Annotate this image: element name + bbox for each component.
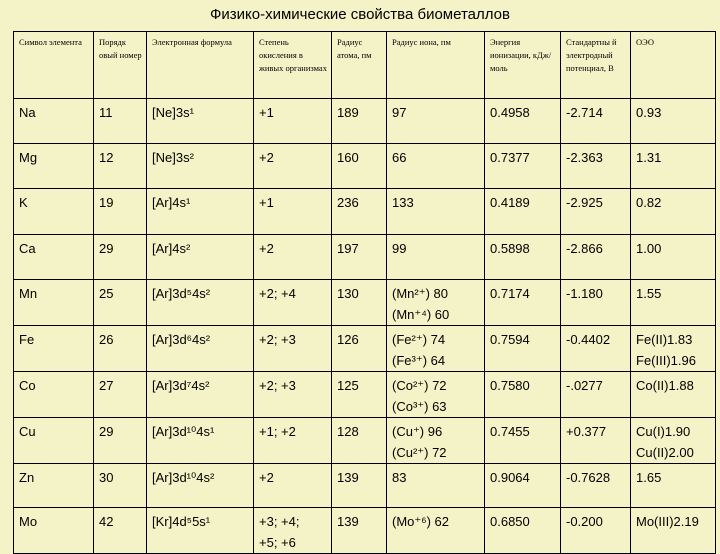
cell-potential: -2.925	[561, 189, 631, 235]
cell-config: [Ar]3d¹⁰4s²	[147, 464, 254, 508]
cell-ion-radius: 97	[387, 99, 485, 144]
cell-atomic-radius: 189	[332, 99, 387, 144]
cell-atomic-radius: 139	[332, 464, 387, 508]
properties-table	[13, 31, 716, 554]
cell-potential: -0.7628	[561, 464, 631, 508]
cell-oxidation: +2	[254, 464, 332, 508]
cell-ionization: 0.4189	[485, 189, 561, 235]
cell-potential: -2.866	[561, 235, 631, 280]
cell-oxidation: +1	[254, 189, 332, 235]
cell-ionization: 0.4958	[485, 99, 561, 144]
cell-ion-radius: (Mo⁺⁶) 62	[387, 508, 485, 554]
cell-symbol: Ca	[14, 235, 94, 280]
cell-atomic-radius: 128	[332, 418, 387, 464]
cell-config: [Ar]3d⁷4s²	[147, 372, 254, 418]
cell-number: 12	[94, 144, 147, 189]
cell-number: 29	[94, 418, 147, 464]
cell-config: [Kr]4d⁵5s¹	[147, 508, 254, 554]
cell-number: 19	[94, 189, 147, 235]
cell-config: [Ar]3d⁵4s²	[147, 280, 254, 326]
cell-oxidation: +1; +2	[254, 418, 332, 464]
table-row	[14, 189, 716, 235]
cell-symbol: Mo	[14, 508, 94, 554]
cell-atomic-radius: 125	[332, 372, 387, 418]
cell-symbol: Fe	[14, 326, 94, 372]
cell-atomic-radius: 126	[332, 326, 387, 372]
cell-number: 25	[94, 280, 147, 326]
cell-oxidation: +2; +3	[254, 372, 332, 418]
cell-potential: -1.180	[561, 280, 631, 326]
cell-oxidation: +2	[254, 144, 332, 189]
cell-config: [Ar]3d⁶4s²	[147, 326, 254, 372]
cell-eo: Mo(III)2.19	[631, 508, 716, 554]
cell-ionization: 0.7594	[485, 326, 561, 372]
table-row	[14, 99, 716, 144]
cell-config: [Ar]4s²	[147, 235, 254, 280]
cell-config: [Ar]3d¹⁰4s¹	[147, 418, 254, 464]
cell-eo: 0.93	[631, 99, 716, 144]
table-row	[14, 144, 716, 189]
header-ionization: Энергия ионизации, кДж/моль	[485, 32, 561, 99]
cell-symbol: Co	[14, 372, 94, 418]
cell-eo: 1.31	[631, 144, 716, 189]
cell-config: [Ne]3s²	[147, 144, 254, 189]
cell-eo: 1.55	[631, 280, 716, 326]
table-row	[14, 418, 716, 464]
cell-ion-radius: 66	[387, 144, 485, 189]
table-row	[14, 326, 716, 372]
cell-ion-radius: (Mn²⁺) 80 (Mn⁺⁴) 60	[387, 280, 485, 326]
header-ion-radius: Радиус иона, пм	[387, 32, 485, 99]
table-row	[14, 372, 716, 418]
cell-ionization: 0.7377	[485, 144, 561, 189]
header-row	[14, 32, 716, 99]
cell-oxidation: +2; +4	[254, 280, 332, 326]
cell-oxidation: +2	[254, 235, 332, 280]
cell-potential: -0.200	[561, 508, 631, 554]
cell-ion-radius: 133	[387, 189, 485, 235]
cell-ion-radius: (Fe²⁺) 74 (Fe³⁺) 64	[387, 326, 485, 372]
cell-atomic-radius: 139	[332, 508, 387, 554]
cell-atomic-radius: 130	[332, 280, 387, 326]
cell-ion-radius: (Co²⁺) 72 (Co³⁺) 63	[387, 372, 485, 418]
cell-ionization: 0.9064	[485, 464, 561, 508]
cell-ionization: 0.7455	[485, 418, 561, 464]
cell-eo: 0.82	[631, 189, 716, 235]
header-eo: ОЭО	[631, 32, 716, 99]
cell-number: 29	[94, 235, 147, 280]
cell-symbol: Cu	[14, 418, 94, 464]
cell-atomic-radius: 160	[332, 144, 387, 189]
header-config: Электронная формула	[147, 32, 254, 99]
table-row	[14, 280, 716, 326]
table-row	[14, 508, 716, 554]
cell-ion-radius: 83	[387, 464, 485, 508]
table-row	[14, 235, 716, 280]
cell-oxidation: +1	[254, 99, 332, 144]
cell-config: [Ne]3s¹	[147, 99, 254, 144]
cell-eo: 1.65	[631, 464, 716, 508]
cell-ionization: 0.7174	[485, 280, 561, 326]
cell-symbol: Mg	[14, 144, 94, 189]
cell-symbol: Zn	[14, 464, 94, 508]
cell-ionization: 0.6850	[485, 508, 561, 554]
header-symbol: Символ элемента	[14, 32, 94, 99]
cell-oxidation: +2; +3	[254, 326, 332, 372]
header-number: Порядк овый номер	[94, 32, 147, 99]
header-atomic-radius: Радиус атома, пм	[332, 32, 387, 99]
cell-potential: -0.4402	[561, 326, 631, 372]
cell-number: 26	[94, 326, 147, 372]
table-row	[14, 464, 716, 508]
cell-symbol: K	[14, 189, 94, 235]
cell-number: 30	[94, 464, 147, 508]
cell-eo: Fe(II)1.83 Fe(III)1.96	[631, 326, 716, 372]
cell-eo: Cu(I)1.90 Cu(II)2.00	[631, 418, 716, 464]
cell-symbol: Mn	[14, 280, 94, 326]
cell-potential: -.0277	[561, 372, 631, 418]
cell-ionization: 0.5898	[485, 235, 561, 280]
header-oxidation: Степень окисления в живых организмах	[254, 32, 332, 99]
page-title: Физико-химические свойства биометаллов	[210, 6, 510, 23]
cell-potential: +0.377	[561, 418, 631, 464]
cell-potential: -2.363	[561, 144, 631, 189]
cell-number: 42	[94, 508, 147, 554]
cell-eo: Co(II)1.88	[631, 372, 716, 418]
cell-atomic-radius: 236	[332, 189, 387, 235]
cell-potential: -2.714	[561, 99, 631, 144]
cell-number: 11	[94, 99, 147, 144]
cell-ion-radius: 99	[387, 235, 485, 280]
cell-number: 27	[94, 372, 147, 418]
cell-symbol: Na	[14, 99, 94, 144]
cell-config: [Ar]4s¹	[147, 189, 254, 235]
cell-atomic-radius: 197	[332, 235, 387, 280]
cell-ion-radius: (Cu⁺) 96 (Cu²⁺) 72	[387, 418, 485, 464]
cell-oxidation: +3; +4; +5; +6	[254, 508, 332, 554]
cell-ionization: 0.7580	[485, 372, 561, 418]
cell-eo: 1.00	[631, 235, 716, 280]
header-potential: Стандартны й электродный потенциал, В	[561, 32, 631, 99]
